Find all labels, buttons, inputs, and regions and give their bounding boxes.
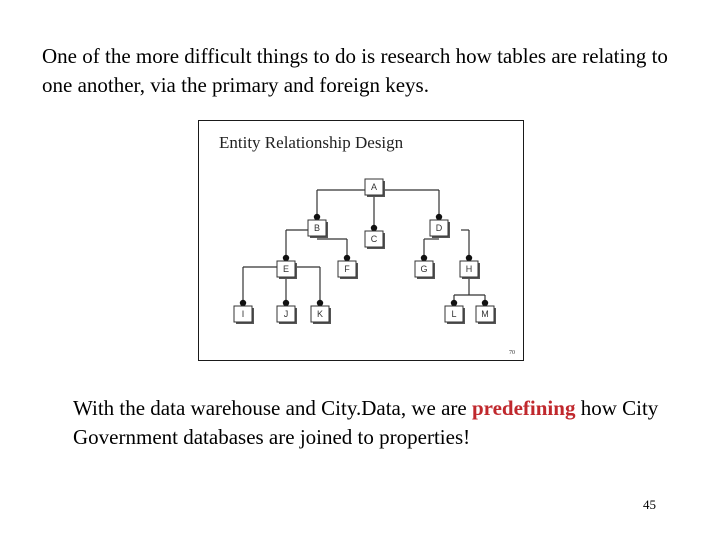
entity-node-d (430, 220, 450, 238)
entity-node-label: G (420, 264, 428, 274)
intro-text: One of the more difficult things to do is research how tables are relating to one another, via the primary and foreign keys. (42, 44, 668, 97)
entity-node-label: I (241, 309, 245, 319)
entity-node-i (234, 306, 254, 324)
entity-node-j (277, 306, 297, 324)
page-number: 45 (643, 497, 656, 512)
entity-node-label: F (344, 264, 350, 274)
entity-node-label: B (313, 223, 321, 233)
entity-node-c (365, 231, 385, 249)
entity-node-e (277, 261, 297, 279)
relationship-dots (240, 214, 488, 306)
entity-node-a (365, 179, 385, 197)
entity-node-label: H (465, 264, 473, 274)
entity-node-label: J (283, 309, 289, 319)
outro-text-part1: With the data warehouse and City.Data, we are (73, 396, 472, 420)
entity-node-label: E (282, 264, 290, 274)
entity-node-l (445, 306, 465, 324)
entity-node-k (311, 306, 331, 324)
entity-node-h (460, 261, 480, 279)
er-diagram-figure (198, 120, 524, 361)
entity-node-label: M (481, 309, 489, 319)
outro-text (73, 394, 713, 452)
connector-lines (243, 190, 485, 305)
er-diagram (199, 121, 525, 362)
entity-node-label: L (451, 309, 457, 319)
outro-highlight-word: predefining (471, 396, 576, 420)
entity-node-g (415, 261, 435, 279)
entity-node-label: K (316, 309, 324, 319)
entity-node-label: D (435, 223, 443, 233)
entity-node-label: A (370, 182, 378, 192)
entity-node-m (476, 306, 496, 324)
entity-node-label: C (370, 234, 378, 244)
figure-title: Entity Relationship Design (219, 133, 404, 152)
entity-node-f (338, 261, 358, 279)
outro-text-part2: how City Government databases are joined to properties! (73, 396, 659, 449)
entity-node-b (308, 220, 328, 238)
figure-slide-number: 70 (509, 350, 515, 356)
